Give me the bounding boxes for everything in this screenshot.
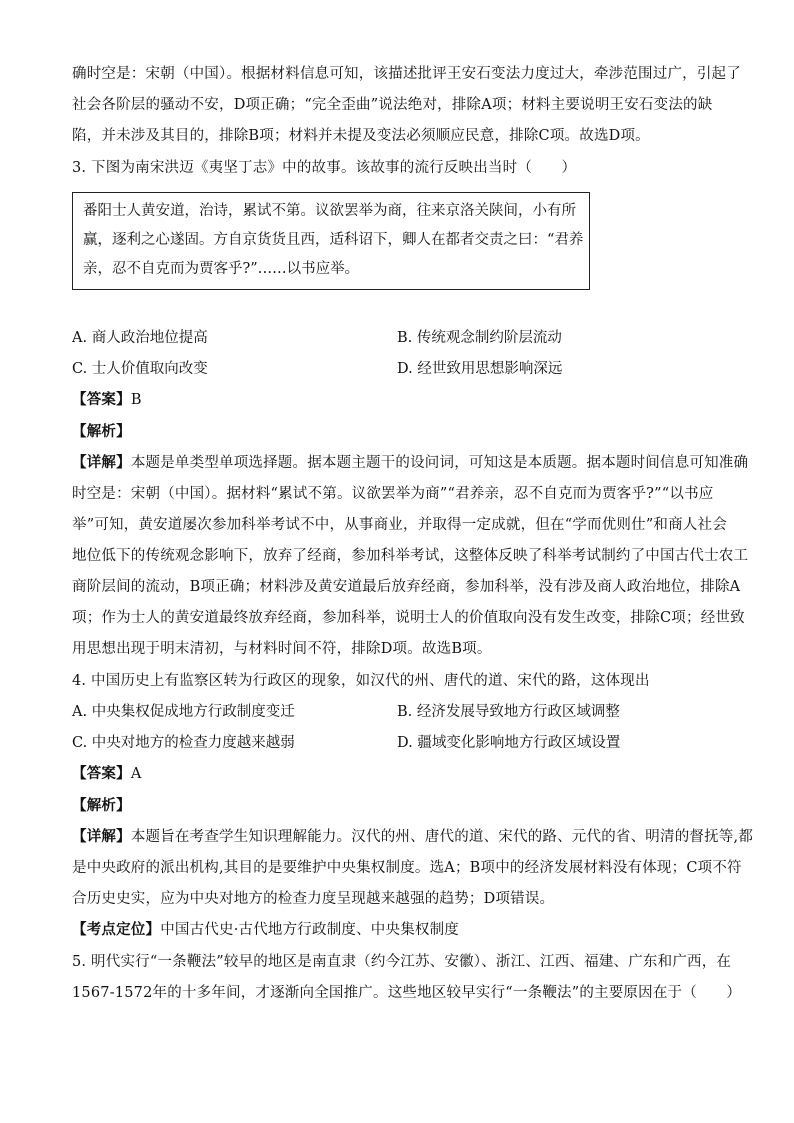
- q3-option-a: A. 商人政治地位提高: [72, 330, 208, 346]
- detail-tag: 【详解】: [72, 828, 131, 845]
- detail-text: 本题是单类型单项选择题。据本题主题干的设问词，可知这是本质题。据本题时间信息可知准确: [130, 455, 749, 471]
- q3-source-line-1: 番阳士人黄安道，治诗，累试不第。议欲罢举为商，往来京洛关陕间，小有所: [83, 203, 576, 219]
- q4-option-c: C. 中央对地方的检查力度越来越弱: [72, 735, 295, 751]
- q4-detail-line-1: [72, 827, 753, 847]
- q3-option-b: B. 传统观念制约阶层流动: [397, 330, 562, 346]
- q4-option-b: B. 经济发展导致地方行政区域调整: [397, 704, 620, 720]
- q3-option-c: C. 士人价值取向改变: [72, 361, 208, 377]
- q4-option-a: A. 中央集权促成地方行政制度变迁: [72, 704, 295, 720]
- q3-source-line-3: 亲，忍不自克而为贾客乎?”……以书应举。: [83, 261, 360, 277]
- q4-stem: 4. 中国历史上有监察区转为行政区的现象，如汉代的州、唐代的道、宋代的路，这体现出: [72, 673, 650, 689]
- detail-tag: 【详解】: [72, 454, 131, 471]
- q3-detail-line-3: 举”可知，黄安道屡次参加科举考试不中，从事商业，并取得一定成就，但在“学而优则仕”和商人社会: [72, 517, 727, 533]
- q5-stem-line-1: 5. 明代实行“一条鞭法”较早的地区是南直隶（约今江苏、安徽）、浙江、江西、福建、广东和广西，在: [72, 954, 732, 970]
- q3-detail-line-7: 用思想出现于明末清初，与材料时间不符，排除D项。故选B项。: [72, 641, 492, 657]
- answer-value: A: [130, 766, 142, 782]
- q4-detail-line-2: 是中央政府的派出机构,其目的是要维护中央集权制度。选A；B项中的经济发展材料没有体现；C项不符: [72, 860, 742, 876]
- q3-detail-line-1: [72, 453, 748, 473]
- q3-stem: 3. 下图为南宋洪迈《夷坚丁志》中的故事。该故事的流行反映出当时（ ）: [72, 160, 577, 176]
- q3-source-line-2: 赢，逐利之心遂固。方自京货货且西，适科诏下，卿人在都者交责之曰：“君养: [83, 232, 584, 248]
- kaodian-tag: 【考点定位】: [72, 921, 161, 938]
- q2-analysis-line-1: 确时空是：宋朝（中国）。根据材料信息可知，该描述批评王安石变法力度过大，牵涉范围过广，引起了: [72, 66, 741, 82]
- q3-answer: [72, 390, 142, 410]
- q4-kaodian: [72, 920, 459, 940]
- detail-text: 本题旨在考查学生知识理解能力。汉代的州、唐代的道、宋代的路、元代的省、明清的督抚等,都: [130, 829, 754, 845]
- answer-tag: 【答案】: [72, 391, 131, 408]
- answer-value: B: [130, 392, 142, 408]
- q4-answer: [72, 764, 141, 784]
- q4-option-d: D. 疆域变化影响地方行政区域设置: [397, 735, 621, 751]
- q3-detail-line-5: 商阶层间的流动，B项正确；材料涉及黄安道最后放弃经商，参加科举，没有涉及商人政治地位，排除A: [72, 579, 741, 595]
- q3-detail-line-2: 时空是：宋朝（中国）。据材料“累试不第。议欲罢举为商”“君养亲，忍不自克而为贾客乎?”“以书应: [72, 486, 714, 502]
- q3-option-d: D. 经世致用思想影响深远: [397, 361, 563, 377]
- q4-detail-line-3: 合历史史实，应为中央对地方的检查力度呈现越来越强的趋势；D项错误。: [72, 891, 555, 907]
- q3-detail-line-6: 项；作为士人的黄安道最终放弃经商，参加科举，说明士人的价值取向没有发生改变，排除C项；经世致: [72, 610, 745, 626]
- q3-detail-line-4: 地位低下的传统观念影响下，放弃了经商，参加科举考试，这整体反映了科举考试制约了中国古代士农工: [72, 548, 749, 564]
- q3-source-box: [72, 192, 590, 290]
- answer-tag: 【答案】: [72, 765, 131, 782]
- q4-analysis-heading: 【解析】: [72, 797, 131, 814]
- kaodian-text: 中国古代史·古代地方行政制度、中央集权制度: [160, 922, 460, 938]
- q2-analysis-line-3: 陷，并未涉及其目的，排除B项；材料并未提及变法必须顺应民意，排除C项。故选D项。: [72, 128, 650, 144]
- q2-analysis-line-2: 社会各阶层的骚动不安，D项正确；“完全歪曲”说法绝对，排除A项；材料主要说明王安石变法的缺: [72, 97, 713, 113]
- q3-analysis-heading: 【解析】: [72, 423, 131, 440]
- q5-stem-line-2: 1567-1572年的十多年间，才逐渐向全国推广。这些地区较早实行“一条鞭法”的主要原因在于（ ）: [72, 985, 742, 1001]
